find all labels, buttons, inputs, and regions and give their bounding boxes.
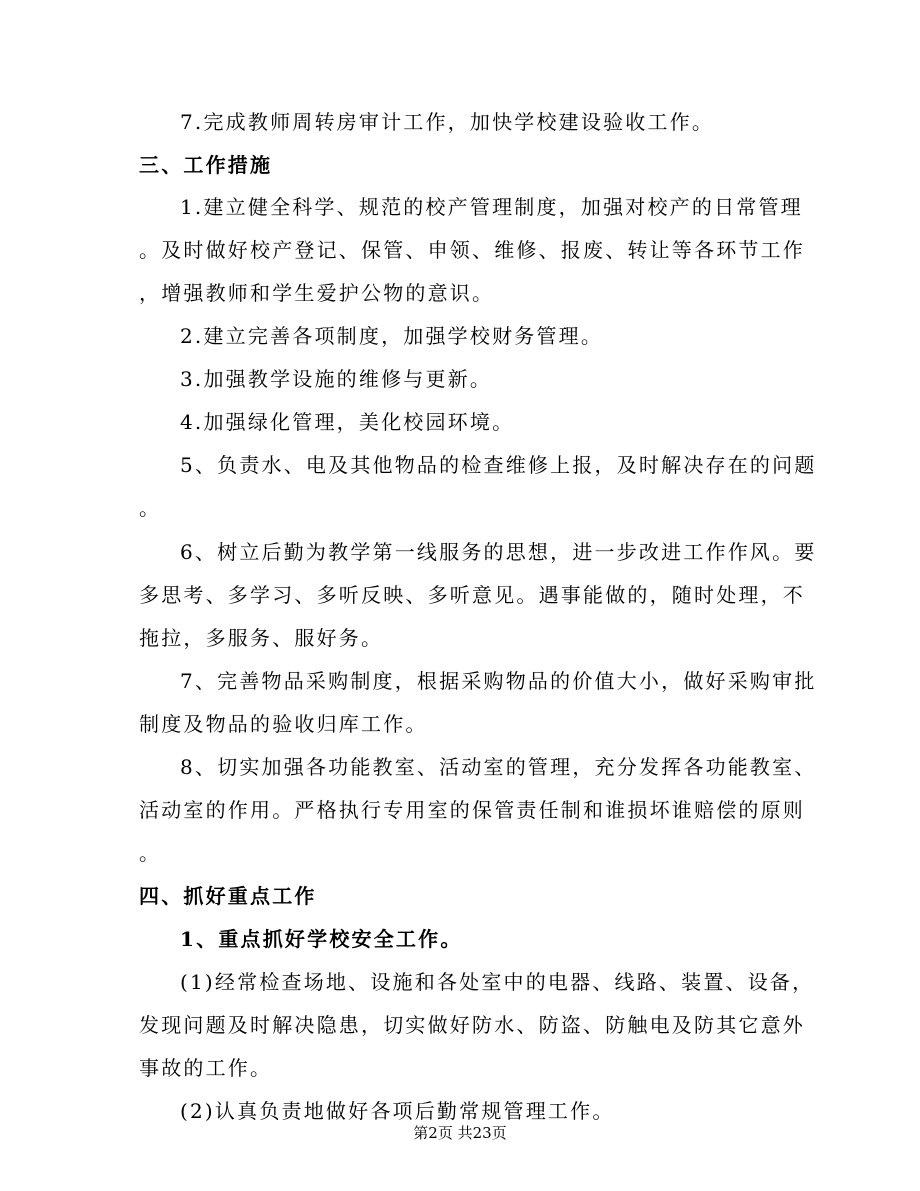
paragraph-line: 。 [139, 496, 162, 520]
paragraph-line: 4.加强绿化管理，美化校园环境。 [180, 410, 515, 434]
paragraph-line: 活动室的作用。严格执行专用室的保管责任制和谁损坏谁赔偿的原则 [139, 798, 805, 822]
paragraph-line: 7.完成教师周转房审计工作，加快学校建设验收工作。 [180, 110, 715, 134]
paragraph-line: 拖拉，多服务、服好务。 [139, 626, 384, 650]
paragraph-line: (2)认真负责地做好各项后勤常规管理工作。 [180, 1099, 615, 1123]
paragraph-line: 。及时做好校产登记、保管、申领、维修、报废、转让等各环节工作 [139, 238, 805, 262]
paragraph-line: 制度及物品的验收归库工作。 [139, 712, 428, 736]
section-heading: 三、工作措施 [139, 153, 273, 177]
paragraph-line: 3.加强教学设施的维修与更新。 [180, 367, 493, 391]
page-number-footer: 第2页 共23页 [413, 1124, 507, 1142]
paragraph-line: 7、完善物品采购制度，根据采购物品的价值大小，做好采购审批 [180, 669, 817, 693]
paragraph-line: 发现问题及时解决隐患，切实做好防水、防盗、防触电及防其它意外 [139, 1013, 805, 1037]
paragraph-line: 事故的工作。 [139, 1056, 273, 1080]
paragraph-line: 6、树立后勤为教学第一线服务的思想，进一步改进工作作风。要 [180, 540, 817, 564]
paragraph-line: 1.建立健全科学、规范的校产管理制度，加强对校产的日常管理 [180, 195, 803, 219]
paragraph-line: 5、负责水、电及其他物品的检查维修上报，及时解决存在的问题 [180, 453, 817, 477]
subsection-heading: 1、重点抓好学校安全工作。 [180, 927, 463, 951]
paragraph-line: 多思考、多学习、多听反映、多听意见。遇事能做的，随时处理，不 [139, 583, 805, 607]
section-heading: 四、抓好重点工作 [139, 884, 317, 908]
paragraph-line: 8、切实加强各功能教室、活动室的管理，充分发挥各功能教室、 [180, 755, 817, 779]
paragraph-line: 2.建立完善各项制度，加强学校财务管理。 [180, 324, 604, 348]
paragraph-line: (1)经常检查场地、设施和各处室中的电器、线路、装置、设备， [180, 970, 815, 994]
paragraph-line: 。 [139, 841, 162, 865]
paragraph-line: ，增强教师和学生爱护公物的意识。 [139, 281, 495, 305]
